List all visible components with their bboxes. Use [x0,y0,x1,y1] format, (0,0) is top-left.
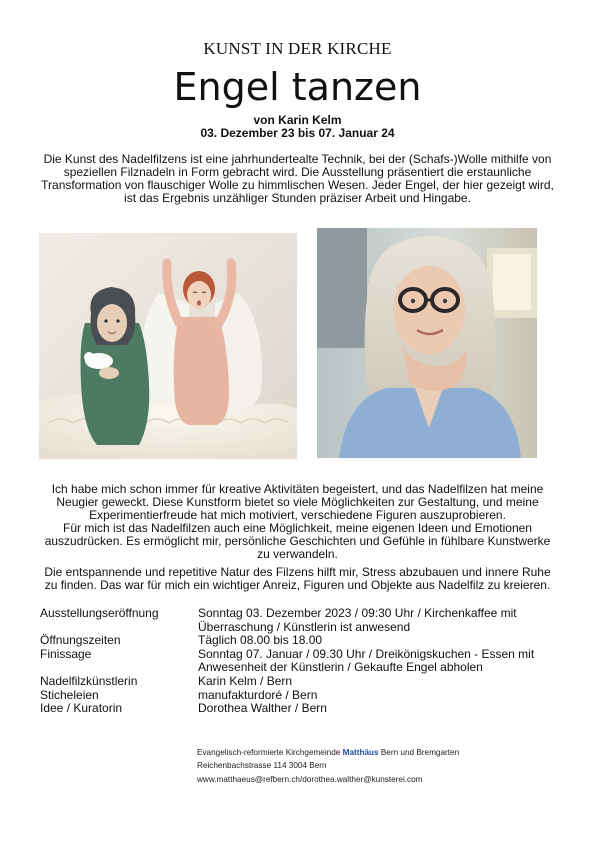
closing-paragraph [30,566,565,592]
detail-value [198,702,560,716]
byline: von Karin Kelm [253,113,342,127]
artist-portrait-photo [317,228,537,458]
felted-angels-photo [39,233,297,459]
intro-line: Transformation von flauschiger Wolle zu himmlischen Wesen. Jeder Engel, der hier gezeigt wird, [41,178,554,192]
footer-line-street: Reichenbachstrasse 114 3004 Bern [197,761,327,771]
footer-org-accent: Matthäus [342,748,379,757]
detail-label: Idee / Kuratorin [40,701,123,716]
detail-value-line: Anwesenheit der Künstlerin / Gekaufte Engel abholen [198,660,483,675]
detail-value-line: Sonntag 07. Januar / 09.30 Uhr / Dreikönigskuchen - Essen mit [198,646,535,661]
detail-value [198,634,560,648]
detail-value-line: Dorothea Walther / Bern [198,701,327,716]
detail-value-line: Karin Kelm / Bern [198,673,293,688]
detail-value [198,607,560,634]
footer-line-org [197,746,459,759]
detail-value [198,675,560,689]
detail-row-opening [40,607,560,634]
detail-row-hours [40,634,560,648]
page-title: Engel tanzen [173,65,422,109]
closing-line: Die entspannende und repetitive Natur des Filzens hilft mir, Stress abzubauen und innere Ruhe [44,565,551,579]
statement-line: Für mich ist das Nadelfilzen auch eine Möglichkeit, meine eigenen Ideen und Emotionen [63,521,532,535]
detail-row-finissage [40,648,560,675]
intro-line: ist das Ergebnis unzähliger Stunden präziser Arbeit und Hingabe. [124,191,471,205]
intro-line: speziellen Filznadeln in Form gebracht wird. Die Ausstellung präsentiert die erstaunliche [63,165,532,179]
detail-value-line: Sonntag 03. Dezember 2023 / 09:30 Uhr / Kirchenkaffee mit [198,606,517,620]
kicker: KUNST IN DER KIRCHE [203,39,392,58]
intro-paragraph [30,153,565,205]
detail-value [198,689,560,703]
detail-value-line: manufakturdoré / Bern [198,687,318,702]
statement-line: Ich habe mich schon immer für kreative Aktivitäten begeistert, und das Nadelfilzen hat meine [51,482,544,496]
statement-line: Neugier geweckt. Diese Kunstform bietet so viele Möglichkeiten zur Gestaltung, und meine [56,495,539,509]
detail-label: Öffnungszeiten [40,633,121,648]
detail-row-sticheleien [40,689,560,703]
event-details [40,607,560,716]
detail-value-line: Täglich 08.00 bis 18.00 [198,633,323,648]
detail-label: Nadelfilzkünstlerin [40,673,138,688]
exhibition-dates: 03. Dezember 23 bis 07. Januar 24 [200,126,395,140]
detail-value-line: Überraschung / Künstlerin ist anwesend [198,619,411,634]
detail-label: Sticheleien [40,687,99,702]
statement-line: auszudrücken. Es ermöglicht mir, persönliche Geschichten und Gefühle in fühlbare Kunstwerke [44,534,551,548]
statement-line: Experimentierfreude hat mich motiviert, verschiedene Figuren auszuprobieren. [89,508,506,522]
closing-line: zu finden. Das war für mich ein wichtiger Anreiz, Figuren und Objekte aus Nadelfilz zu kreieren. [44,578,551,592]
footer-org-suffix: Bern und Bremgarten [378,748,460,757]
footer-address [197,746,459,786]
footer-line-web[interactable]: www.matthaeus@refbern.ch/dorothea.walther@kunsterei.com [197,774,423,784]
detail-label: Finissage [40,646,92,661]
detail-row-artist [40,675,560,689]
artist-statement [30,483,565,561]
detail-label: Ausstellungseröffnung [40,606,159,620]
intro-line: Die Kunst des Nadelfilzens ist eine jahrhundertealte Technik, bei der (Schafs-)Wolle mithilfe von [43,152,552,166]
detail-value [198,648,560,675]
statement-line: zu verwandeln. [257,547,338,561]
footer-org-prefix: Evangelisch-reformierte Kirchgemeinde [197,748,343,757]
detail-row-curator [40,702,560,716]
